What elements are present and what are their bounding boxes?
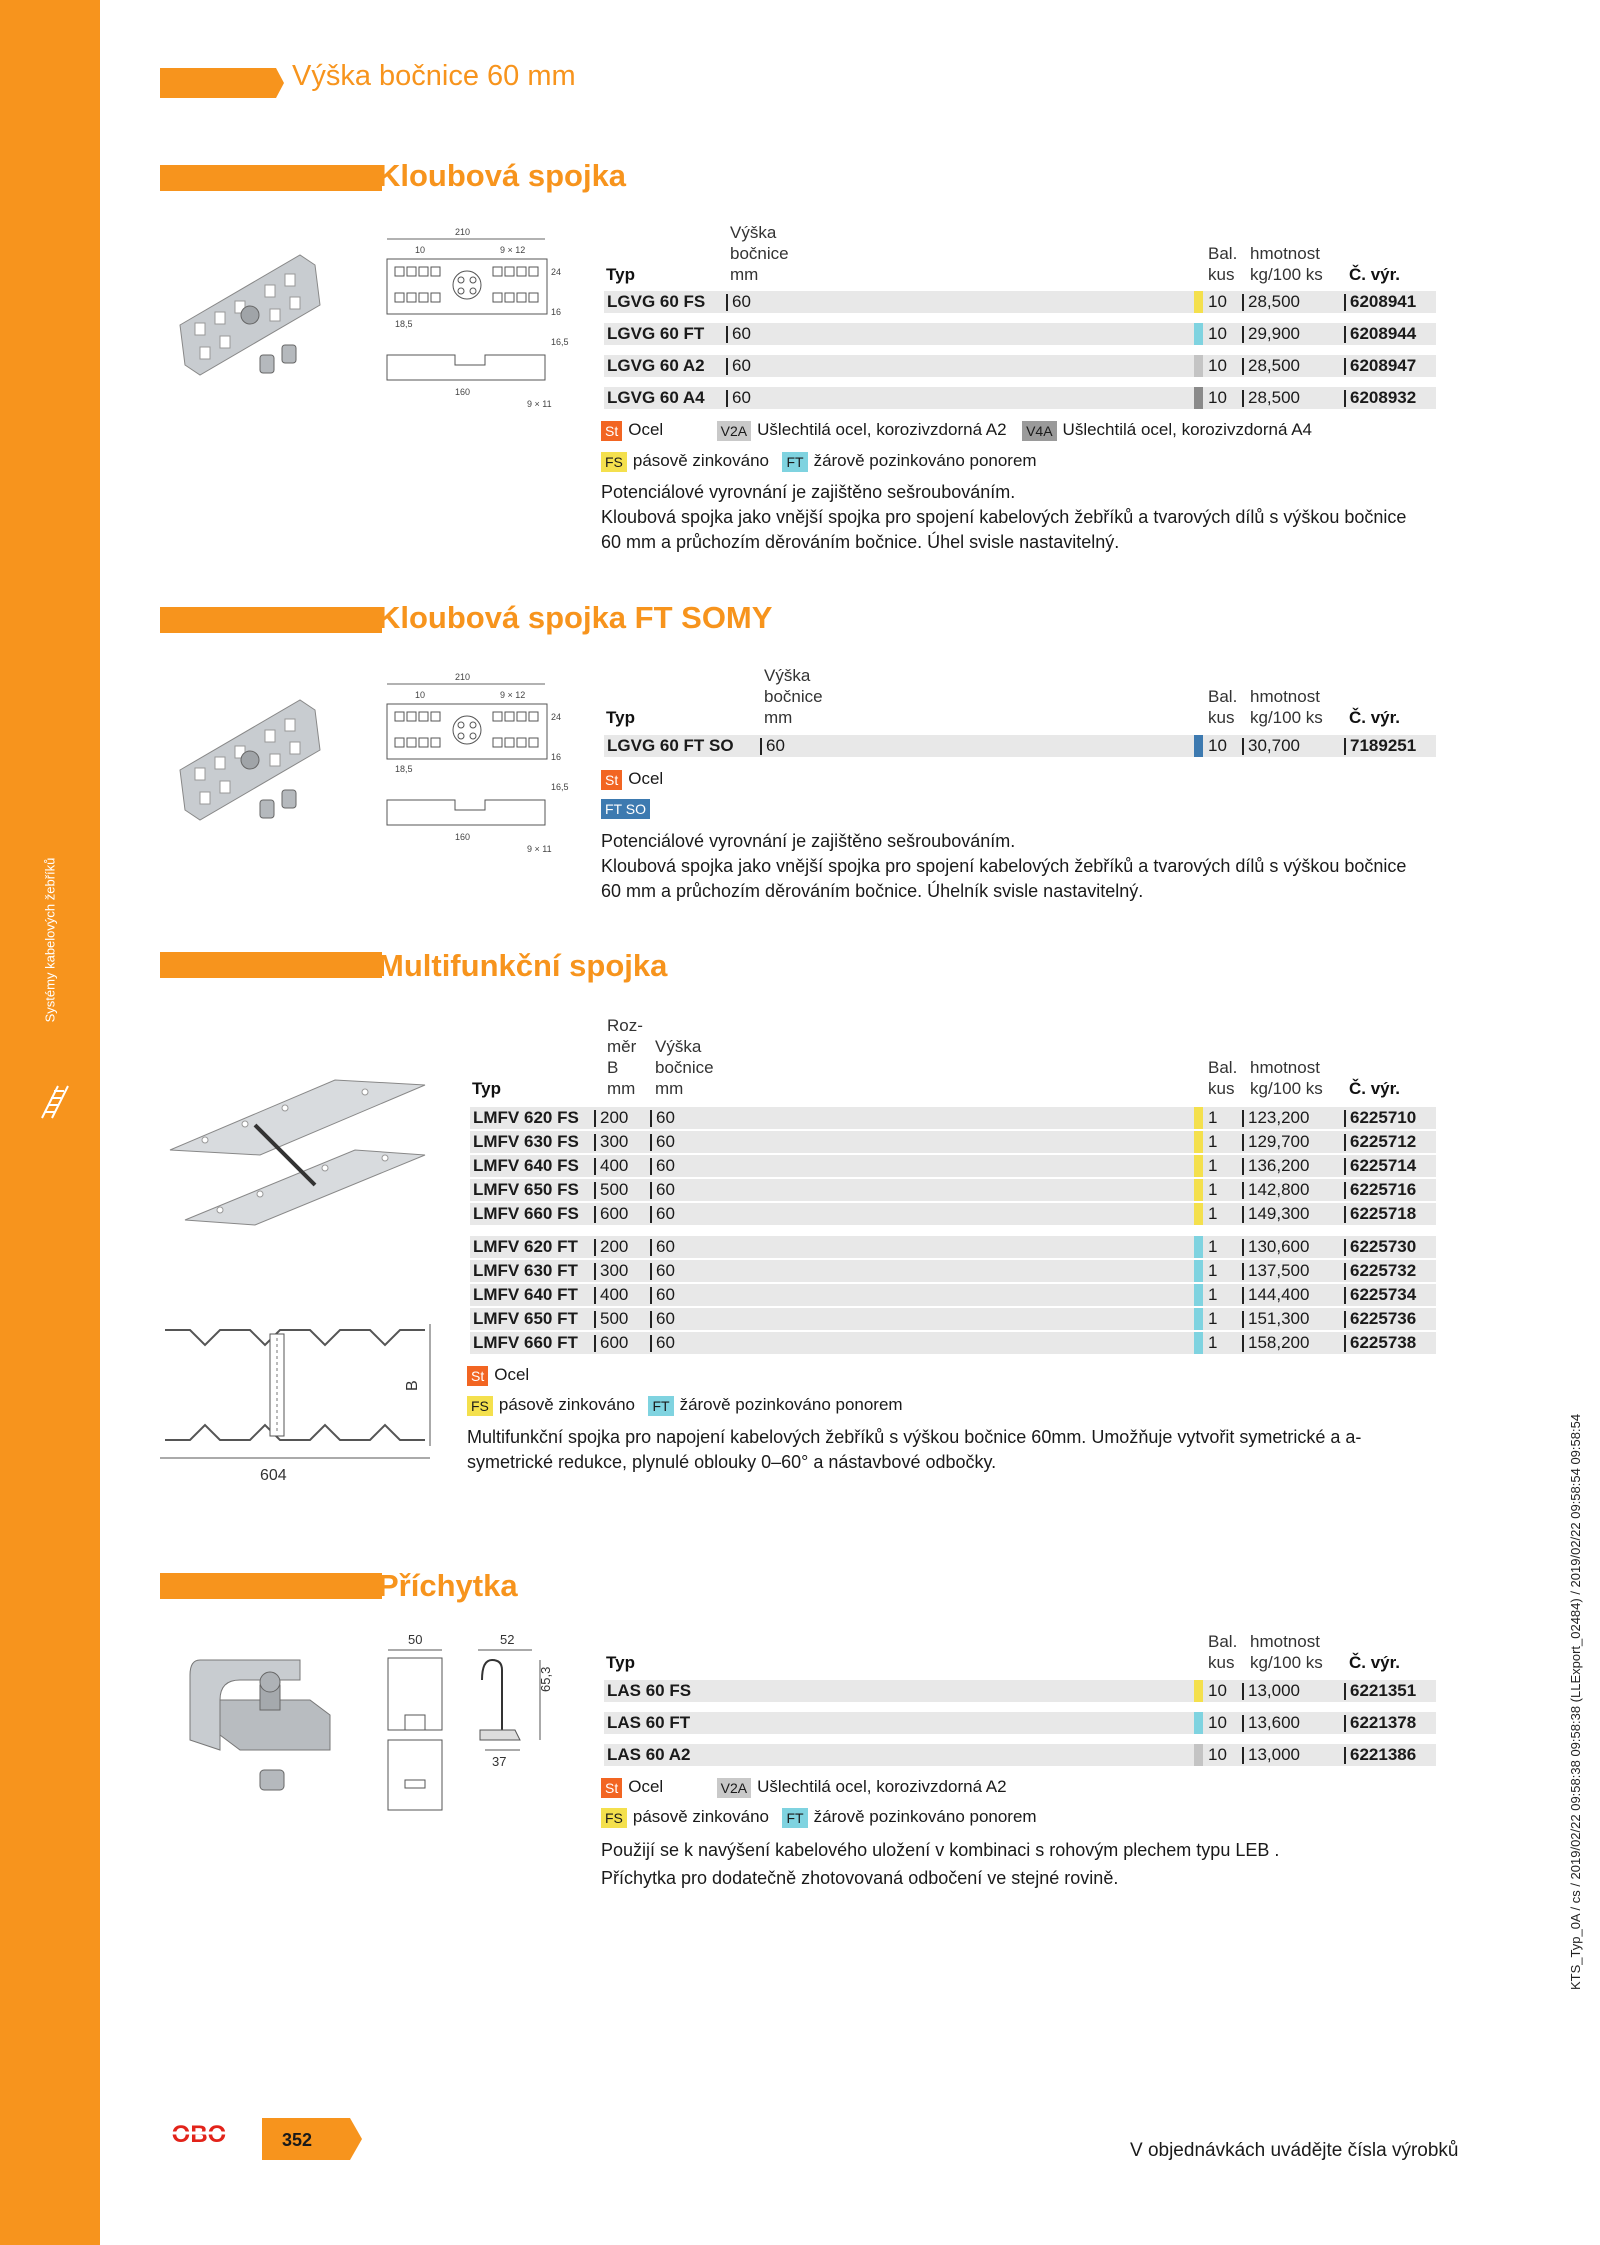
section-title: Příchytka [378,1568,518,1603]
finish-swatch [1194,1107,1203,1129]
dim-label: 10 [415,690,426,700]
section-title: Kloubová spojka FT SOMY [378,600,773,635]
dim-label: 210 [455,672,471,682]
finish-swatch [1194,323,1203,345]
finish-swatch [1194,1155,1203,1177]
table-row[interactable]: LGVG 60 A4 60 10 28,500 6208932 [604,387,1436,409]
finish-swatch [1194,1744,1203,1766]
section-bar [160,1573,382,1599]
col-header-bal: Bal. kus [1208,1632,1238,1672]
col-header-bal: Bal. kus [1208,244,1238,284]
section-bar [160,607,382,633]
header-arrow-bar [160,68,284,98]
col-header-hmotnost: hmotnost kg/100 ks [1250,1632,1323,1672]
col-header-typ: Typ [606,1653,635,1672]
technical-drawing-las [380,1630,570,1835]
section-title: Multifunkční spojka [378,948,668,983]
col-header-bal: Bal. kus [1208,687,1238,727]
col-header-cislo: Č. výr. [1349,265,1401,284]
material-legend: St Ocel [601,768,663,790]
material-legend: St Ocel V2A Ušlechtilá ocel, korozivzdorná A2 [601,1776,1007,1798]
finish-swatch [1194,1236,1203,1258]
dim-label: 160 [455,832,471,842]
table-row[interactable]: LAS 60 FS 10 13,000 6221351 [604,1680,1436,1702]
sidebar-label: Systémy kabelových žebříků [42,857,58,1023]
finish-swatch [1194,1332,1203,1354]
dim-label: 18,5 [395,764,413,774]
section-description: Potenciálové vyrovnání je zajištěno sešroubováním. Kloubová spojka jako vnější spojka pro spojení kabelových žebříků a tvarových dílů s výškou bočnice 60 mm a průchozím děrováním bočnice. Úhel svisle nastavitelný. [601,482,1407,552]
dim-label: 604 [260,1467,287,1484]
dim-label: 65,3 [538,1666,553,1692]
table-row[interactable]: LGVG 60 FS 60 10 28,500 6208941 [604,291,1436,313]
dim-label: 18,5 [395,319,413,329]
table-row[interactable]: LGVG 60 FT SO 60 10 30,700 7189251 [604,735,1436,757]
finish-swatch [1194,1203,1203,1225]
dim-label: 9 × 12 [500,245,526,255]
side-note: KTS_Typ_0A / cs / 2019/02/22 09:58:38 09:58:38 (LLExport_02484) / 2019/02/22 09:58:54 09:58:54 [1568,1413,1583,1990]
col-header-vyska: Výška bočnice mm [730,223,789,284]
table-row[interactable]: LMFV 620 FS 200 60 1 123,200 6225710 [470,1107,1436,1129]
section-description: Použijí se k navýšení kabelového uložení v kombinaci s rohovým plechem typu LEB . Příchytka pro dodatečně zhotovovaná odbočení ve stejné rovině. [601,1840,1280,1888]
footer-note: V objednávkách uvádějte čísla výrobků [1130,2140,1459,2161]
col-header-typ: Typ [472,1079,501,1098]
table-row[interactable]: LMFV 630 FS 300 60 1 129,700 6225712 [470,1131,1436,1153]
dim-label: 16 [551,752,562,762]
ladder-icon [38,1082,74,1127]
table-row[interactable]: LMFV 660 FT 600 60 1 158,200 6225738 [470,1332,1436,1354]
page-title: Výška bočnice 60 mm [292,60,576,92]
finish-swatch [1194,1308,1203,1330]
col-header-hmotnost: hmotnost kg/100 ks [1250,1058,1323,1098]
section-description: Multifunkční spojka pro napojení kabelových žebříků s výškou bočnice 60mm. Umožňuje vytvořit symetrické a a-symetrické redukce, plynulé oblouky 0–60° a nástavbové odbočky. [467,1427,1362,1472]
technical-drawing-lgvg [385,225,569,420]
product-image-lmfv [165,1070,435,1255]
col-header-typ: Typ [606,708,635,727]
col-header-vyska: Výška bočnice mm [764,666,823,727]
dim-label: 9 × 11 [527,399,552,409]
finish-swatch [1194,387,1203,409]
dim-label: 52 [500,1632,515,1647]
product-image-las [180,1640,340,1825]
page-number: 352 [282,2130,313,2150]
product-image-lgvg-somy [170,690,370,855]
svg-text:OBO: OBO [171,2121,227,2148]
table-row[interactable]: LAS 60 A2 10 13,000 6221386 [604,1744,1436,1766]
col-header-cislo: Č. výr. [1349,708,1401,727]
finish-swatch [1194,1284,1203,1306]
finish-legend: FS pásově zinkováno FT žárově pozinkováno ponorem [601,450,1037,472]
obo-logo [158,2120,240,2153]
col-header-cislo: Č. výr. [1349,1653,1401,1672]
dim-label: 210 [455,227,471,237]
dim-label: 9 × 12 [500,690,526,700]
finish-swatch [1194,735,1203,757]
dim-label: 9 × 11 [527,844,552,854]
table-row[interactable]: LGVG 60 A2 60 10 28,500 6208947 [604,355,1436,377]
table-row[interactable]: LMFV 630 FT 300 60 1 137,500 6225732 [470,1260,1436,1282]
material-legend: St Ocel V2A Ušlechtilá ocel, korozivzdorná A2 V4A Ušlechtilá ocel, korozivzdorná A4 [601,419,1312,441]
dim-label: B [404,1380,421,1391]
finish-legend: FS pásově zinkováno FT žárově pozinkováno ponorem [467,1394,903,1416]
col-header-rozmer: Roz- měr B mm [607,1016,643,1098]
table-row[interactable]: LGVG 60 FT 60 10 29,900 6208944 [604,323,1436,345]
col-header-typ: Typ [606,265,635,284]
finish-swatch [1194,1179,1203,1201]
col-header-hmotnost: hmotnost kg/100 ks [1250,687,1323,727]
finish-swatch [1194,1712,1203,1734]
table-row[interactable]: LMFV 620 FT 200 60 1 130,600 6225730 [470,1236,1436,1258]
table-row[interactable]: LMFV 650 FT 500 60 1 151,300 6225736 [470,1308,1436,1330]
section-description: Potenciálové vyrovnání je zajištěno sešroubováním. Kloubová spojka jako vnější spojka pro spojení kabelových žebříků a tvarových dílů s výškou bočnice 60 mm a průchozím děrováním bočnice. Úhelník svisle nastavitelný. [601,831,1407,901]
finish-legend: FS pásově zinkováno FT žárově pozinkováno ponorem [601,1806,1037,1828]
section-bar [160,165,382,191]
col-header-hmotnost: hmotnost kg/100 ks [1250,244,1323,284]
col-header-vyska: Výška bočnice mm [655,1037,714,1098]
table-row[interactable]: LMFV 640 FT 400 60 1 144,400 6225734 [470,1284,1436,1306]
dim-label: 24 [551,267,562,277]
table-row[interactable]: LMFV 650 FS 500 60 1 142,800 6225716 [470,1179,1436,1201]
finish-swatch [1194,355,1203,377]
section-bar [160,952,382,978]
col-header-cislo: Č. výr. [1349,1079,1401,1098]
finish-swatch [1194,1680,1203,1702]
dim-label: 50 [408,1632,423,1647]
dim-label: 37 [492,1754,507,1769]
col-header-bal: Bal. kus [1208,1058,1238,1098]
product-image-lgvg [170,245,370,410]
finish-swatch [1194,291,1203,313]
finish-swatch [1194,1131,1203,1153]
dim-label: 16,5 [551,337,569,347]
table-row[interactable]: LMFV 660 FS 600 60 1 149,300 6225718 [470,1203,1436,1225]
dim-label: 160 [455,387,471,397]
technical-drawing-lgvg-somy [385,670,569,865]
dim-label: 16 [551,307,562,317]
dim-label: 16,5 [551,782,569,792]
material-legend: St Ocel [467,1364,529,1386]
table-row[interactable]: LMFV 640 FS 400 60 1 136,200 6225714 [470,1155,1436,1177]
dim-label: 10 [415,245,426,255]
finish-swatch [1194,1260,1203,1282]
dim-label: 24 [551,712,562,722]
finish-legend: FT SO [601,797,656,819]
section-title: Kloubová spojka [378,158,627,193]
table-row[interactable]: LAS 60 FT 10 13,600 6221378 [604,1712,1436,1734]
page-number-tab [262,2118,362,2165]
technical-drawing-lmfv [160,1310,440,1495]
